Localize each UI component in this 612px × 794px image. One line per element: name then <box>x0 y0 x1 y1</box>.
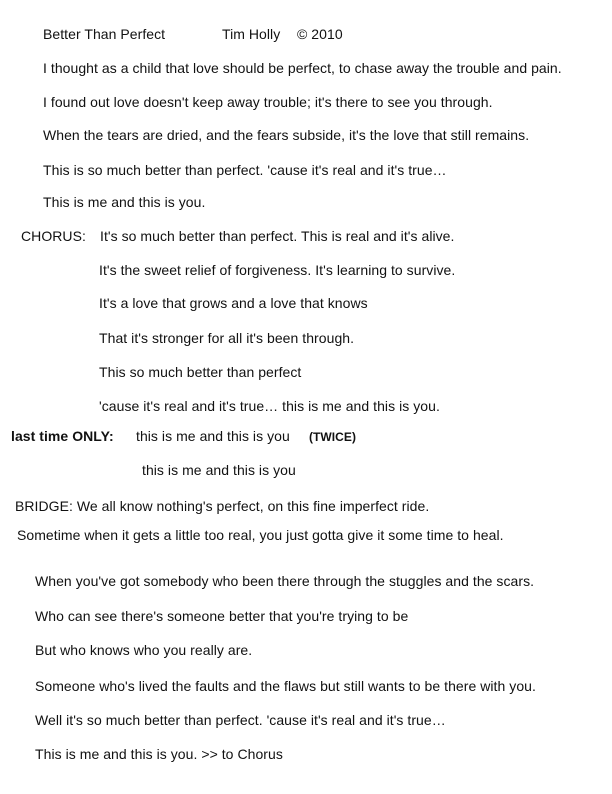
verse1-line: This is me and this is you. <box>43 194 206 210</box>
verse2-line: Who can see there's someone better that you're trying to be <box>35 608 409 624</box>
verse1-line: I thought as a child that love should be perfect, to chase away the trouble and pain. <box>43 60 562 76</box>
last-time-line: this is me and this is you <box>136 428 290 444</box>
bridge-line: Sometime when it gets a little too real, you just gotta give it some time to heal. <box>17 527 504 543</box>
song-title: Better Than Perfect <box>43 26 166 42</box>
verse1-line: This is so much better than perfect. 'cause it's real and it's true… <box>43 162 447 178</box>
copyright-notice: © 2010 <box>297 26 343 42</box>
chorus-line: 'cause it's real and it's true… this is me and this is you. <box>99 398 440 414</box>
verse2-line: This is me and this is you. >> to Chorus <box>35 746 283 762</box>
chorus-line: It's the sweet relief of forgiveness. It's learning to survive. <box>99 262 456 278</box>
last-time-label: last time ONLY: <box>11 428 114 444</box>
verse1-line: I found out love doesn't keep away trouble; it's there to see you through. <box>43 94 493 110</box>
chorus-label: CHORUS: <box>21 228 86 244</box>
twice-note: (TWICE) <box>309 430 357 444</box>
last-time-line: this is me and this is you <box>142 462 296 478</box>
verse1-line: When the tears are dried, and the fears subside, it's the love that still remains. <box>43 127 530 143</box>
chorus-line: It's a love that grows and a love that knows <box>99 295 368 311</box>
author-name: Tim Holly <box>222 26 281 42</box>
verse2-line: Well it's so much better than perfect. 'cause it's real and it's true… <box>35 712 446 728</box>
bridge-line: BRIDGE: We all know nothing's perfect, on this fine imperfect ride. <box>15 498 430 514</box>
verse2-line: But who knows who you really are. <box>35 642 253 658</box>
verse2-line: When you've got somebody who been there through the stuggles and the scars. <box>35 573 535 589</box>
chorus-line: This so much better than perfect <box>99 364 302 380</box>
chorus-line: It's so much better than perfect. This is real and it's alive. <box>100 228 455 244</box>
verse2-line: Someone who's lived the faults and the flaws but still wants to be there with you. <box>35 678 536 694</box>
chorus-line: That it's stronger for all it's been through. <box>99 330 355 346</box>
